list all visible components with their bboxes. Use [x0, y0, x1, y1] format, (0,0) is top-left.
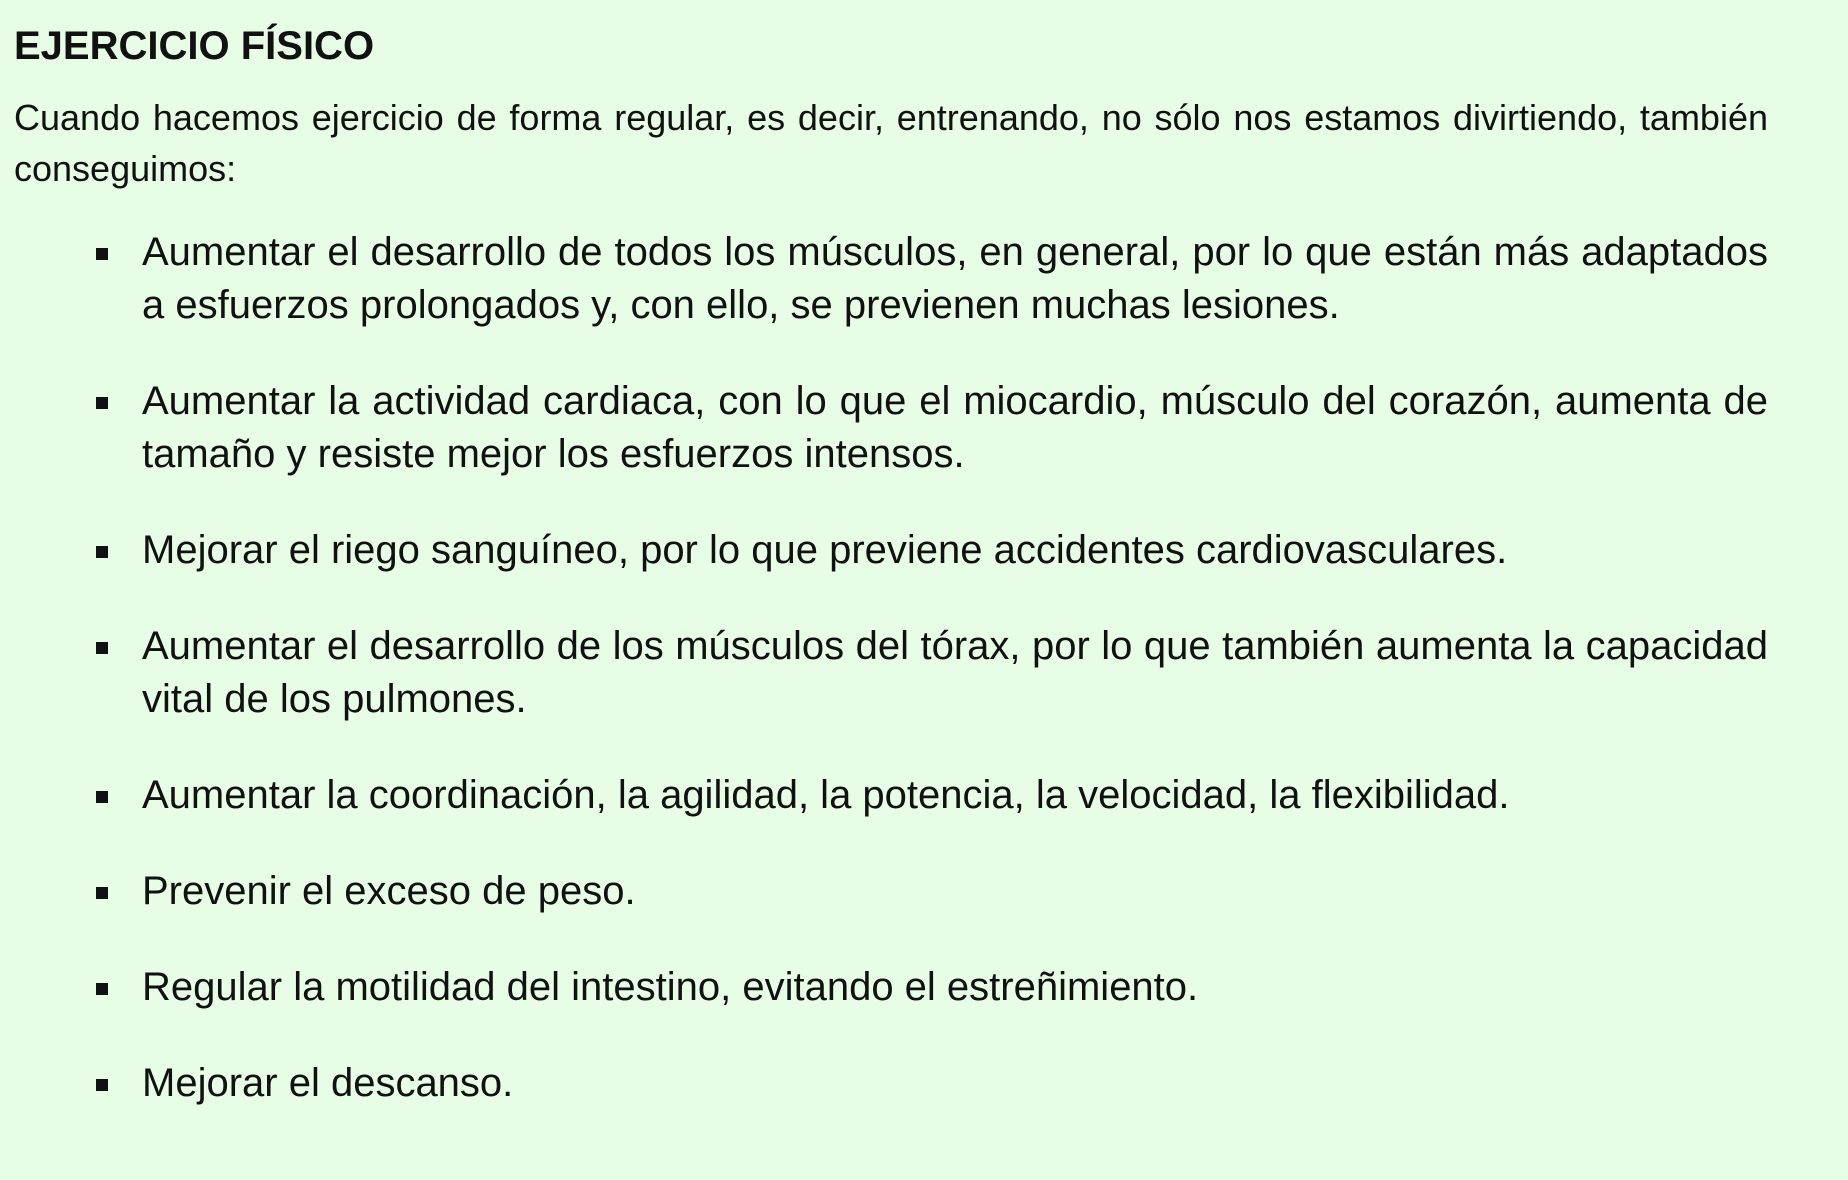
benefits-list	[14, 226, 1768, 1110]
list-item	[14, 865, 1768, 918]
intro-paragraph: Cuando hacemos ejercicio de forma regular, es decir, entrenando, no sólo nos estamos divirtiendo, también conseguimos:	[14, 97, 1768, 189]
square-bullet-icon	[96, 642, 108, 654]
list-item	[14, 524, 1768, 577]
list-item	[14, 1057, 1768, 1110]
list-item-text: Mejorar el riego sanguíneo, por lo que previene accidentes cardiovasculares.	[142, 528, 1508, 572]
list-item-text: Aumentar la coordinación, la agilidad, la potencia, la velocidad, la flexibilidad.	[142, 773, 1510, 817]
list-item-text: Aumentar el desarrollo de todos los músculos, en general, por lo que están más adaptados a esfuerzos prolongados y, con ello, se previenen muchas lesiones.	[142, 230, 1768, 327]
list-item-text: Prevenir el exceso de peso.	[142, 869, 636, 913]
square-bullet-icon	[96, 791, 108, 803]
list-item	[14, 620, 1768, 726]
list-item	[14, 961, 1768, 1014]
square-bullet-icon	[96, 983, 108, 995]
list-item-text: Regular la motilidad del intestino, evitando el estreñimiento.	[142, 965, 1199, 1009]
list-item	[14, 226, 1768, 332]
square-bullet-icon	[96, 1079, 108, 1091]
list-item-text: Aumentar el desarrollo de los músculos del tórax, por lo que también aumenta la capacidad vital de los pulmones.	[142, 624, 1768, 721]
list-item-text: Mejorar el descanso.	[142, 1061, 514, 1105]
list-item-text: Aumentar la actividad cardiaca, con lo que el miocardio, músculo del corazón, aumenta de tamaño y resiste mejor los esfuerzos intensos.	[142, 379, 1768, 476]
list-item	[14, 769, 1768, 822]
square-bullet-icon	[96, 248, 108, 260]
square-bullet-icon	[96, 397, 108, 409]
square-bullet-icon	[96, 887, 108, 899]
square-bullet-icon	[96, 546, 108, 558]
list-item	[14, 375, 1768, 481]
page-title: EJERCICIO FÍSICO	[14, 24, 375, 68]
